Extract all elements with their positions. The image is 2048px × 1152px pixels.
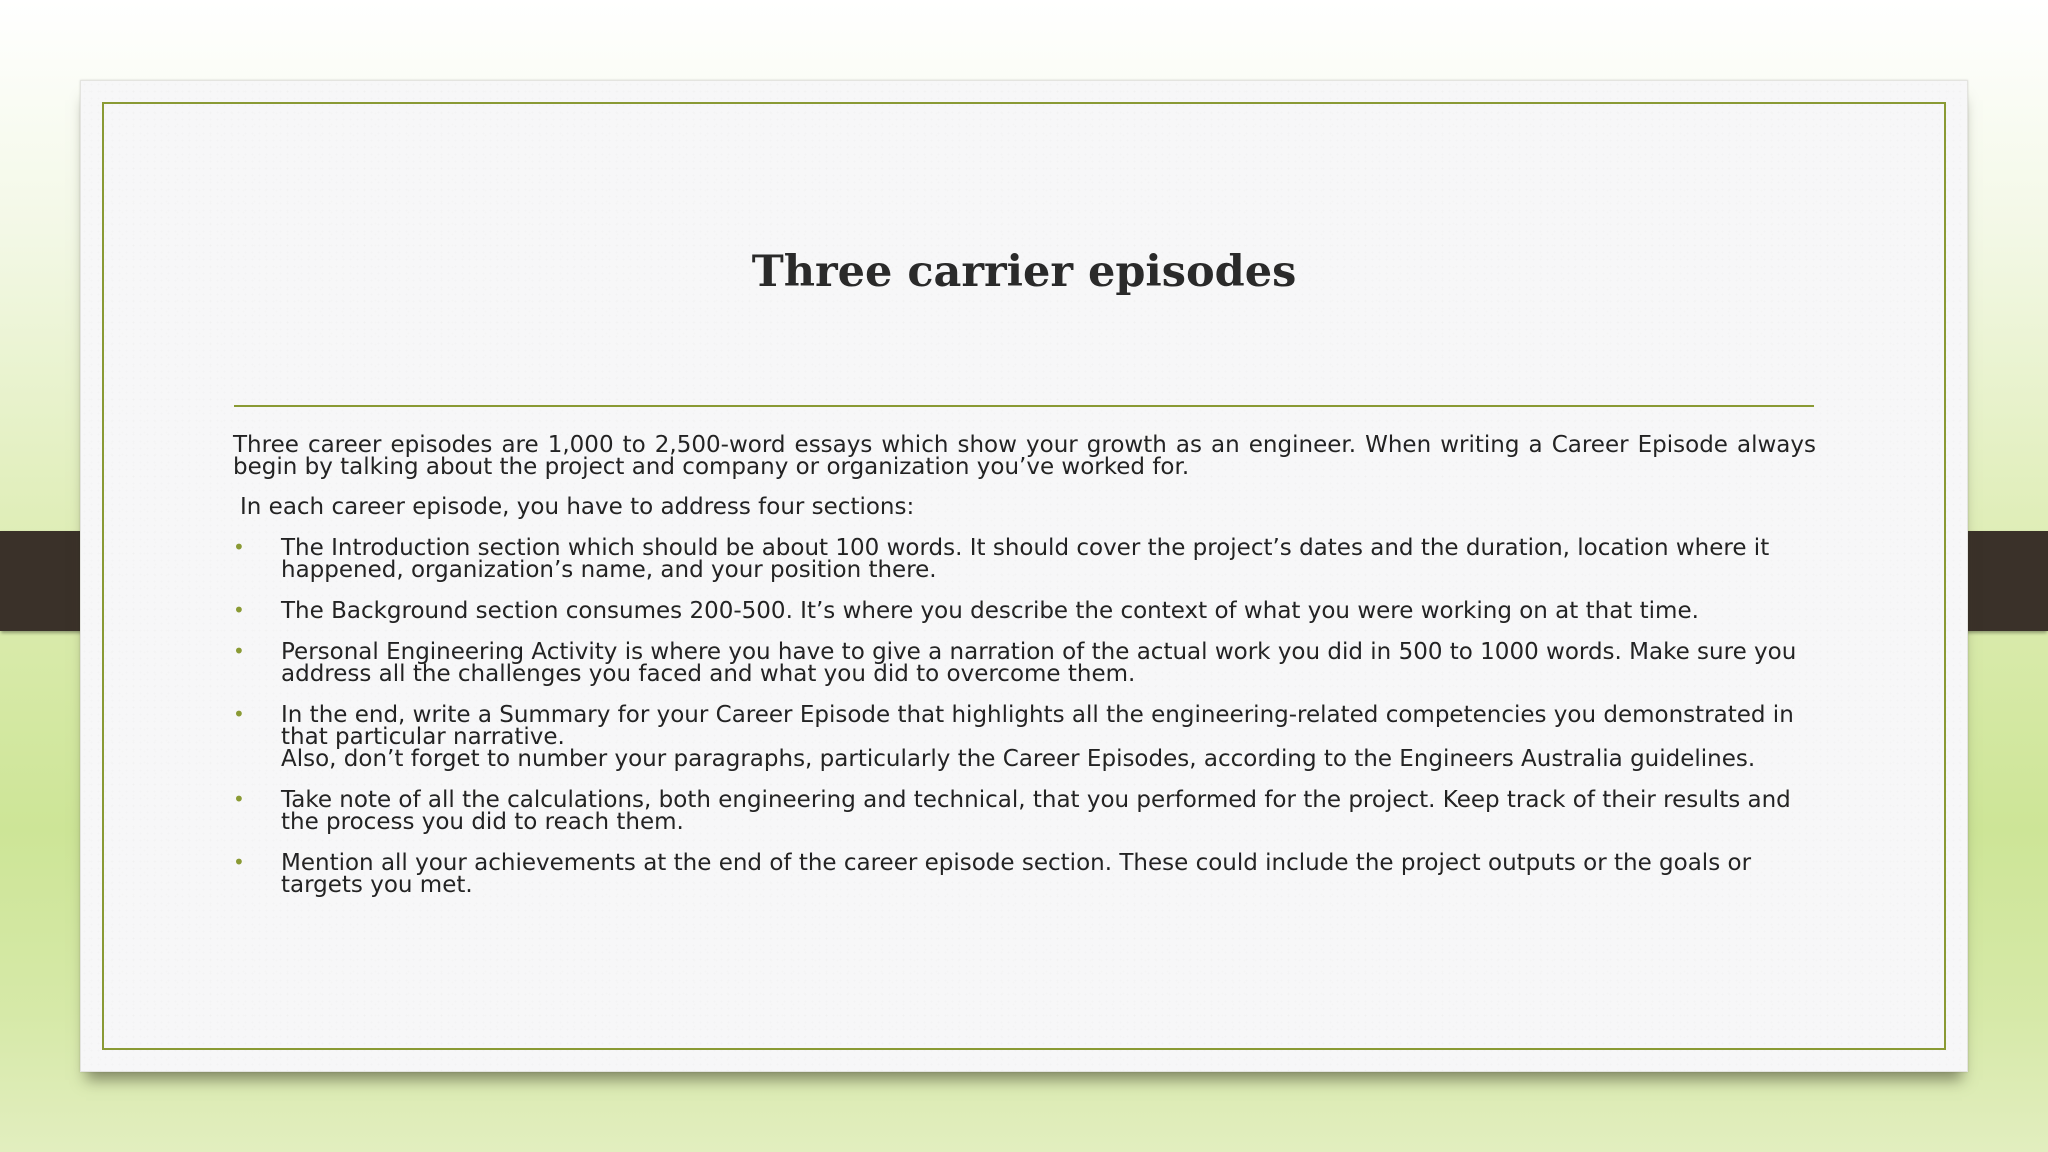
slide-title: Three carrier episodes <box>751 247 1297 297</box>
title-divider <box>234 405 1814 407</box>
bullet-icon: • <box>233 639 245 663</box>
bullet-text: Take note of all the calculations, both engineering and technical, that you performed for the project. Keep track of their results and the process you did to reach them. <box>281 787 1791 835</box>
list-item <box>233 852 1816 896</box>
bullet-text: The Introduction section which should be about 100 words. It should cover the project’s dates and the duration, location where it happened, organization’s name, and your position there. <box>281 535 1770 583</box>
slide-card <box>80 80 1968 1072</box>
list-item <box>233 600 1816 622</box>
bullet-list <box>233 537 1816 896</box>
list-item <box>233 537 1816 581</box>
bullet-text: In the end, write a Summary for your Career Episode that highlights all the engineering-related competencies you demonstrated in that particular narrative. <box>281 702 1794 750</box>
slide-body <box>233 434 1816 896</box>
bullet-icon: • <box>233 850 245 874</box>
bullet-text: The Background section consumes 200-500. It’s where you describe the context of what you were working on at that time. <box>281 598 1699 624</box>
list-item <box>233 789 1816 833</box>
bullet-icon: • <box>233 702 245 726</box>
bullet-extra-text: Also, don’t forget to number your paragraphs, particularly the Career Episodes, according to the Engineers Australia guidelines. <box>281 746 1756 772</box>
bullet-icon: • <box>233 535 245 559</box>
intro-paragraph: Three career episodes are 1,000 to 2,500-word essays which show your growth as an engineer. When writing a Career Episode always begin by talking about the project and company or organization you’ve worked for. <box>233 432 1816 480</box>
bullet-text: Mention all your achievements at the end of the career episode section. These could include the project outputs or the goals or targets you met. <box>281 850 1752 898</box>
bullet-icon: • <box>233 787 245 811</box>
sections-lead: In each career episode, you have to address four sections: <box>240 494 915 520</box>
bullet-icon: • <box>233 598 245 622</box>
list-item <box>233 704 1816 770</box>
list-item <box>233 641 1816 685</box>
bullet-text: Personal Engineering Activity is where you have to give a narration of the actual work you did in 500 to 1000 words. Make sure you address all the challenges you faced and what you did to overcome them. <box>281 639 1797 687</box>
